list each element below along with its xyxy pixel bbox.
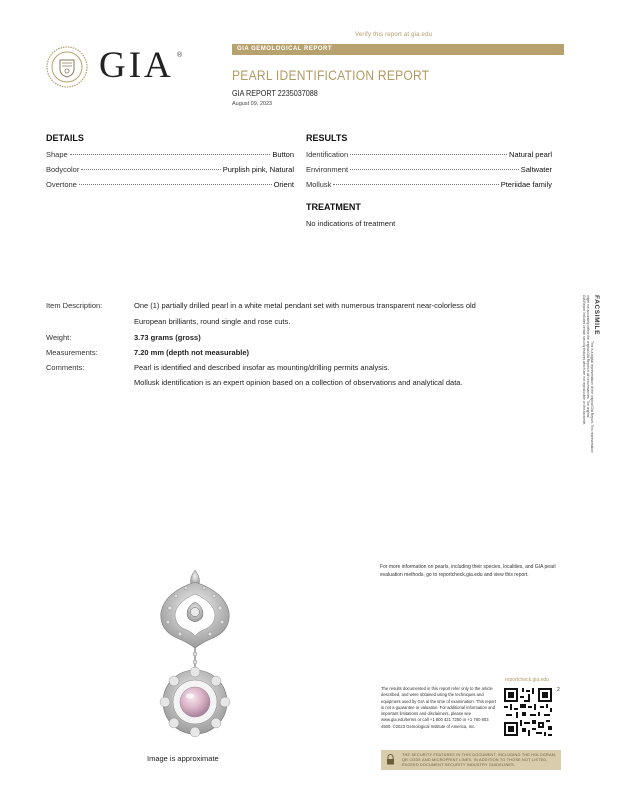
facsimile-line3: GIA Report includes certain security features which are not reproducible on this facsimile. [582,295,586,426]
row-value: Pteriidae family [500,180,552,189]
gia-wordmark: GIA [99,45,174,86]
reportcheck-link[interactable]: reportcheck.gia.edu [505,677,549,683]
comments-line2: Mollusk identification is an expert opinion based on a collection of observations and analytical data. [134,378,463,387]
results-title: RESULTS [306,133,348,143]
treatment-title: TREATMENT [306,202,361,212]
weight-value: 3.73 grams (gross) [134,333,201,342]
results-row-mollusk [306,180,552,189]
row-value: Button [272,150,294,159]
facsimile-notice [582,295,600,530]
qr-code[interactable] [502,686,554,738]
results-row-identification [306,150,552,159]
weight-label: Weight: [46,333,72,342]
comments-line1: Pearl is identified and described insofar as mounting/drilling permits analysis. [134,363,390,372]
comments-label: Comments: [46,363,85,372]
gemological-report-bar: GIA GEMOLOGICAL REPORT [232,44,564,55]
row-label: Environment [306,165,349,174]
row-value: Natural pearl [509,150,552,159]
row-value: Orient [273,180,294,189]
qr-number: 2 [557,687,560,693]
details-row-overtone [46,180,294,189]
verify-link[interactable]: Verify this report at gia.edu [355,32,433,38]
lock-icon [386,754,395,765]
results-row-environment [306,165,552,174]
report-date: August 09, 2023 [232,101,273,107]
treatment-text: No indications of treatment [306,219,396,228]
gia-seal-logo [46,46,88,88]
item-description-line2: European brilliants, round single and rose cuts. [134,317,291,326]
facsimile-title: FACSIMILE [593,295,600,336]
measurements-value: 7.20 mm (depth not measurable) [134,348,250,357]
disclaimer-text: The results documented in this report refer only to the article described, and were obtained using the techniques and equipment used by GIA at the time of examination. This report is not a guarantee or valuation. For additional information and important limitations and disclaimers, please see www.gia.edu/terms or call +1 800 421 7250 or +1 760 603 4500. ©2023 Gemological Institute of America, Inc. [381,686,496,729]
details-row-bodycolor [46,165,294,174]
report-title: PEARL IDENTIFICATION REPORT [232,67,430,83]
details-title: DETAILS [46,133,84,143]
pendant-image [140,568,250,743]
image-caption: Image is approximate [147,754,219,763]
row-value: Purplish pink, Natural [222,165,294,174]
row-label: Bodycolor [46,165,80,174]
row-label: Identification [306,150,349,159]
row-label: Mollusk [306,180,332,189]
item-description-line1: One (1) partially drilled pearl in a white metal pendant set with numerous transparent near-colorless old [134,301,476,310]
facsimile-line2: might not accurately reflect the original GIA Report in all circumstances. The original [586,295,590,418]
registered-mark: ® [177,52,183,59]
security-features-text: THE SECURITY FEATURES IN THIS DOCUMENT, INCLUDING THE HOLOGRAM, QR CODE AND MICROPRINT LINES, IN ADDITION TO THOSE NOT LISTED, EXCEED DOCUMENT SECURITY INDUSTRY GUIDELINES. [402,753,557,767]
row-label: Overtone [46,180,77,189]
row-label: Shape [46,150,68,159]
measurements-label: Measurements: [46,348,98,357]
details-row-shape [46,150,294,159]
report-number: GIA REPORT 2235037088 [232,89,318,98]
item-description-label: Item Description: [46,301,103,310]
more-info-text: For more information on pearls, including their species, localities, and GIA pearl evaluation methods, go to reportcheck.gia.edu and view this report. [380,564,556,578]
row-value: Saltwater [520,165,552,174]
facsimile-line1: This is a digital representation of the original GIA Report. This representation [590,341,594,453]
